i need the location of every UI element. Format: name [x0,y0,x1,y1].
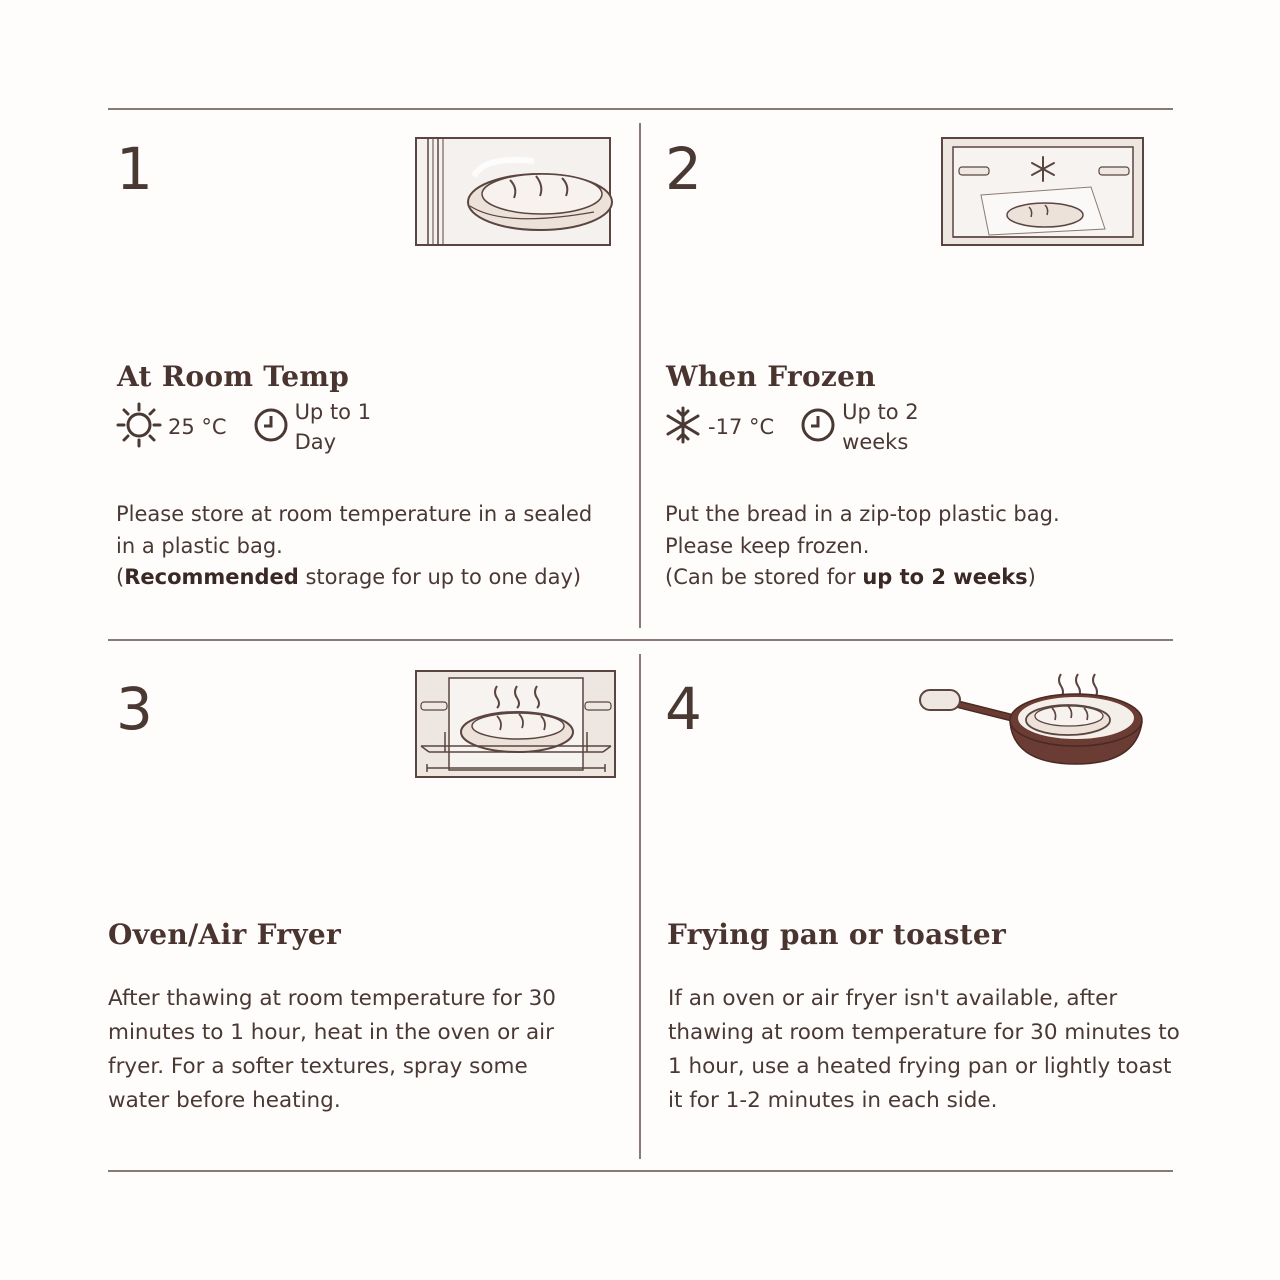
step-number-4: 4 [665,675,702,743]
section-title-frying-pan: Frying pan or toaster [667,918,1007,951]
step-number-2: 2 [665,135,702,203]
step-number-1: 1 [116,135,153,203]
section-title-room-temp: At Room Temp [117,360,350,393]
sun-icon [116,402,162,453]
frozen-duration: Up to 2 weeks [842,400,919,454]
middle-divider [108,639,1173,641]
bread-in-bag-illustration [414,136,614,252]
frozen-instructions: Put the bread in a zip-top plastic bag. Please keep frozen. (Can be stored for up to 2 weeks) [665,502,1060,589]
step-number-3: 3 [116,675,153,743]
room-temp-info [116,397,385,457]
bread-in-freezer-illustration [941,137,1145,251]
frozen-info [664,397,932,457]
bread-in-oven-illustration [415,670,617,784]
section-title-frozen: When Frozen [666,360,876,393]
room-temp-duration: Up to 1 Day [294,400,372,454]
upper-vertical-divider [639,123,641,628]
snowflake-icon [664,402,702,453]
oven-instructions: After thawing at room temperature for 30 minutes to 1 hour, heat in the oven or air fryer. For a softer textures, spray some water before heating. [108,986,556,1113]
frozen-temperature-value: -17 °C [708,415,775,439]
bottom-divider [108,1170,1173,1172]
frying-pan-instructions: If an oven or air fryer isn't available, after thawing at room temperature for 30 minutes to 1 hour, use a heated frying pan or lightly toast it for 1-2 minutes in each side. [668,986,1180,1113]
bread-in-frying-pan-illustration [918,670,1148,772]
lower-vertical-divider [639,654,641,1159]
room-temp-instructions: Please store at room temperature in a sealed in a plastic bag. (Recommended storage for up to one day) [116,502,593,589]
clock-icon [800,407,836,448]
clock-icon [253,407,289,448]
top-divider [108,108,1173,110]
section-title-oven: Oven/Air Fryer [108,918,342,951]
room-temperature-value: 25 °C [168,415,227,439]
